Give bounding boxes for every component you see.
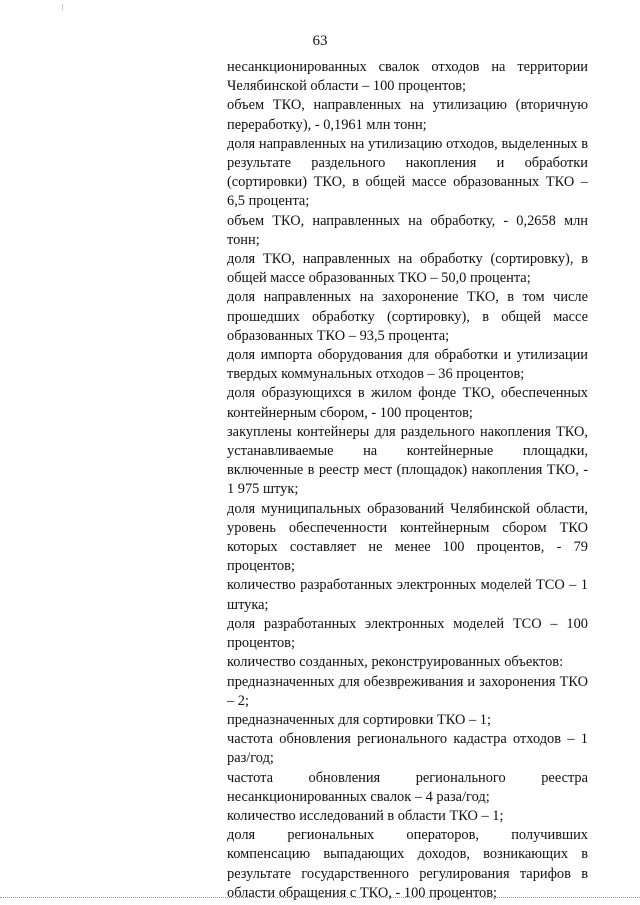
paragraph: доля образующихся в жилом фонде ТКО, обеспеченных контейнерным сбором, - 100 процентов; bbox=[227, 385, 588, 421]
paragraph: доля направленных на захоронение ТКО, в том числе прошедших обработку (сортировку), в общей массе образованных ТКО – 93,5 процента; bbox=[227, 289, 588, 344]
paragraph: количество созданных, реконструированных объектов: bbox=[227, 654, 564, 671]
paragraph: частота обновления регионального кадастра отходов – 1 раз/год; bbox=[227, 731, 588, 767]
paragraph: предназначенных для обезвреживания и захоронения ТКО – 2; bbox=[227, 673, 588, 709]
paragraph: доля ТКО, направленных на обработку (сортировку), в общей массе образованных ТКО – 50,0 процента; bbox=[227, 251, 588, 287]
paragraph: объем ТКО, направленных на утилизацию (вторичную переработку), - 0,1961 млн тонн; bbox=[227, 97, 588, 133]
document-body bbox=[227, 58, 588, 903]
scan-edge-mark bbox=[62, 4, 63, 10]
paragraph: предназначенных для сортировки ТКО – 1; bbox=[227, 711, 491, 728]
paragraph: количество исследований в области ТКО – 1; bbox=[227, 807, 504, 824]
paragraph: объем ТКО, направленных на обработку, - 0,2658 млн тонн; bbox=[227, 212, 588, 248]
paragraph: доля региональных операторов, получивших компенсацию выпадающих доходов, возникающих в результате государственного регулирования тарифов в области обращения с ТКО, - 100 процентов; bbox=[227, 827, 588, 901]
page-number: 63 bbox=[312, 33, 328, 49]
paragraph: доля разработанных электронных моделей ТСО – 100 процентов; bbox=[227, 615, 588, 652]
page-bottom-border bbox=[0, 897, 640, 898]
paragraph: частота обновления регионального реестра несанкционированных свалок – 4 раза/год; bbox=[227, 769, 588, 805]
paragraph: закуплены контейнеры для раздельного накопления ТКО, устанавливаемые на контейнерные площадки, включенные в реестр мест (площадок) накопления ТКО, - 1 975 штук; bbox=[227, 423, 588, 498]
paragraph: несанкционированных свалок отходов на территории Челябинской области – 100 процентов; bbox=[227, 59, 588, 95]
paragraph: доля направленных на утилизацию отходов, выделенных в результате раздельного накопления и обработки (сортировки) ТКО, в общей массе образованных ТКО – 6,5 процента; bbox=[227, 135, 588, 210]
paragraph: доля импорта оборудования для обработки и утилизации твердых коммунальных отходов – 36 процентов; bbox=[227, 347, 588, 383]
paragraph: доля муниципальных образований Челябинской области, уровень обеспеченности контейнерным сбором ТКО которых составляет не менее 100 процентов, - 79 процентов; bbox=[227, 500, 588, 575]
paragraph: количество разработанных электронных моделей ТСО – 1 штука; bbox=[227, 577, 588, 613]
